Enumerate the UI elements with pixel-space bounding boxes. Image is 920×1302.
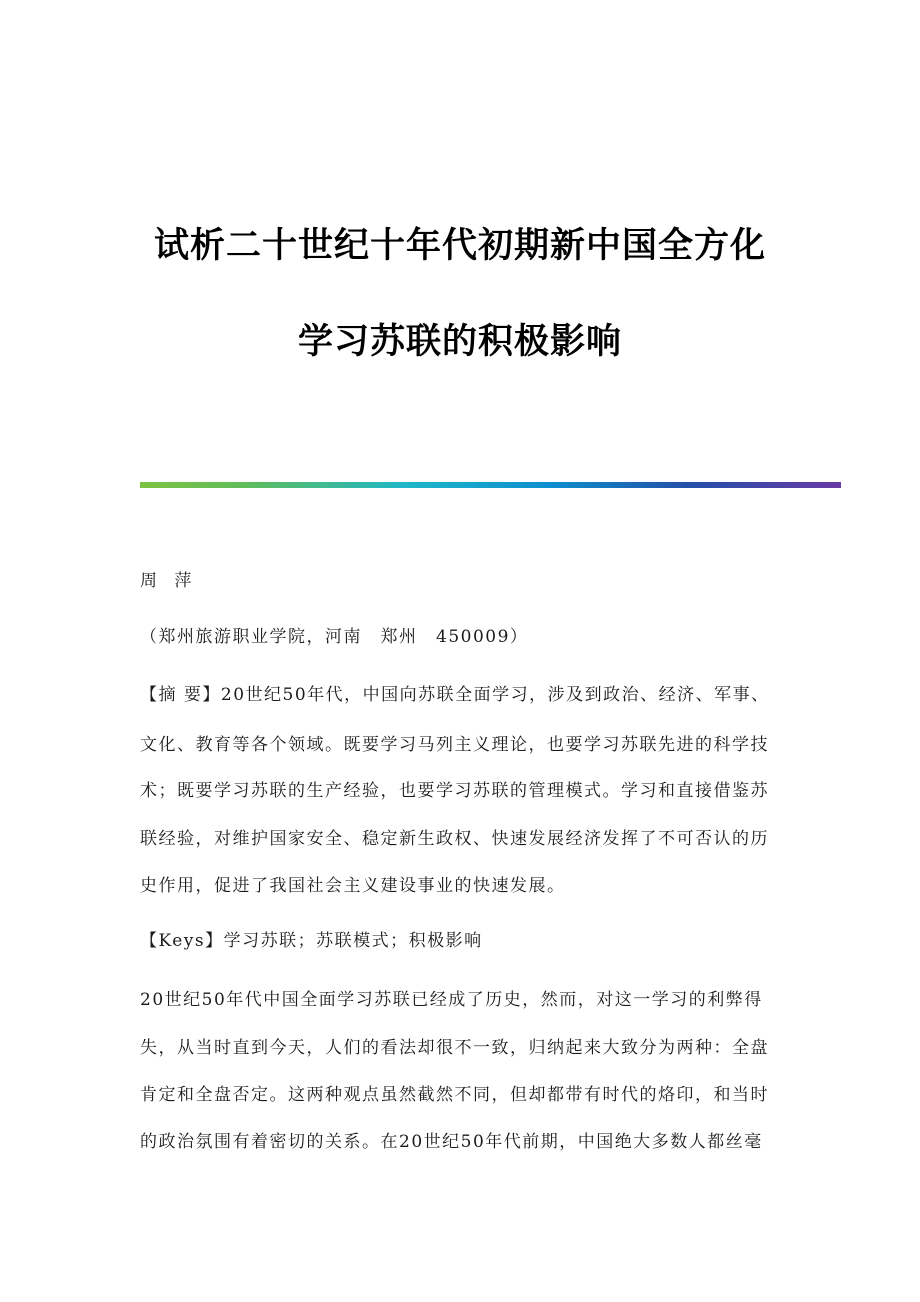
author-affiliation: （郑州旅游职业学院，河南 郑州 450009）: [140, 627, 529, 647]
body-text-line: 的政治氛围有着密切的关系。在20世纪50年代前期，中国绝大多数人都丝毫: [140, 1132, 763, 1152]
document-title-line-1: 试析二十世纪十年代初期新中国全方化: [153, 226, 766, 266]
body-text-line: 失，从当时直到今天，人们的看法却很不一致，归纳起来大致分为两种：全盘: [140, 1038, 769, 1058]
document-title-line-2: 学习苏联的积极影响: [297, 322, 622, 362]
abstract-line: 史作用，促进了我国社会主义建设事业的快速发展。: [140, 876, 566, 896]
author-name: 周 萍: [140, 571, 198, 591]
title-divider-bar: [140, 482, 841, 488]
abstract-line: 联经验，对维护国家安全、稳定新生政权、快速发展经济发挥了不可否认的历: [140, 829, 769, 849]
keywords-line: 【Keys】学习苏联；苏联模式；积极影响: [140, 931, 483, 951]
abstract-line: 文化、教育等各个领域。既要学习马列主义理论，也要学习苏联先进的科学技: [140, 735, 769, 755]
body-text-line: 肯定和全盘否定。这两种观点虽然截然不同，但却都带有时代的烙印，和当时: [140, 1085, 769, 1105]
body-text-line: 20世纪50年代中国全面学习苏联已经成了历史，然而，对这一学习的利弊得: [140, 990, 763, 1010]
abstract-line: 【摘 要】20世纪50年代，中国向苏联全面学习，涉及到政治、经济、军事、: [140, 685, 770, 705]
abstract-line: 术；既要学习苏联的生产经验，也要学习苏联的管理模式。学习和直接借鉴苏: [140, 781, 769, 801]
